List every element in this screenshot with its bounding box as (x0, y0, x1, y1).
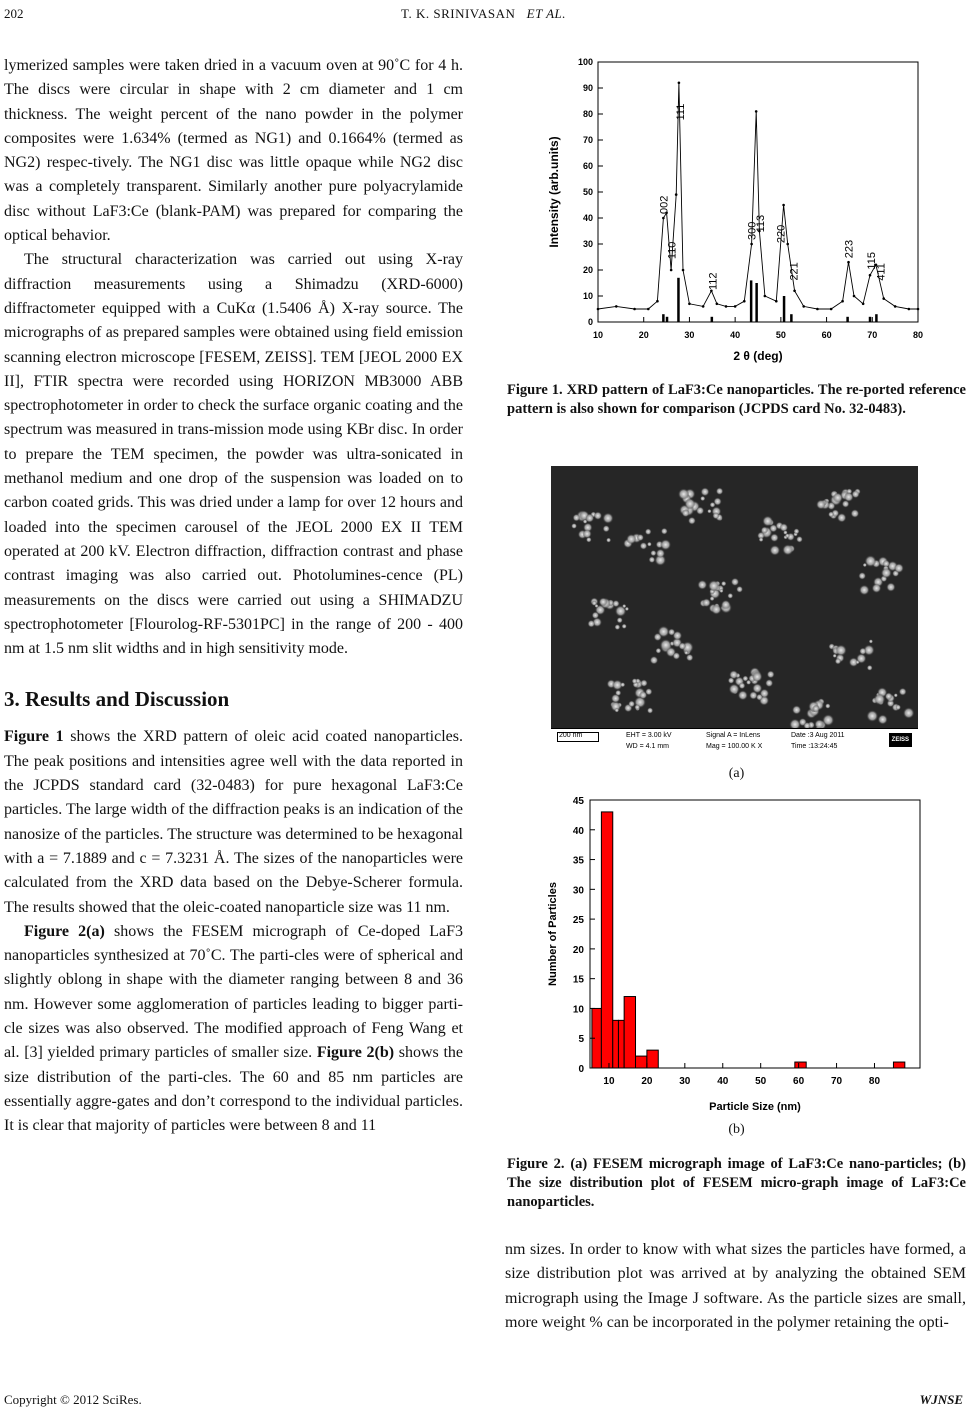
hist-bar (647, 1050, 658, 1068)
sem-particle (903, 707, 914, 718)
xrd-data-point (743, 300, 746, 303)
sem-particle (573, 514, 581, 522)
xrd-peak-label: 111 (674, 103, 687, 121)
sem-particle (711, 604, 721, 614)
sem-particle (785, 533, 790, 538)
sem-time: Time :13:24:45 (791, 743, 838, 750)
sem-particle (701, 487, 710, 496)
xrd-data-point (816, 308, 819, 311)
sem-particle (736, 586, 743, 593)
sem-particle (647, 542, 652, 547)
sem-particle (615, 624, 621, 630)
sem-particle (649, 556, 656, 563)
page-header (0, 6, 967, 28)
hist-x-tick-label: 50 (755, 1076, 767, 1087)
sem-particle (899, 688, 907, 696)
xrd-data-point (670, 269, 673, 272)
sem-particle (645, 688, 652, 695)
xrd-data-point (675, 193, 678, 196)
hist-plot-frame (590, 800, 920, 1068)
xrd-x-tick-label: 30 (684, 330, 695, 340)
hist-y-tick-label: 45 (572, 796, 584, 807)
sem-particle (588, 620, 596, 628)
xrd-y-tick-label: 60 (582, 161, 593, 171)
sem-particle (780, 523, 789, 532)
sem-particle (794, 528, 800, 534)
xrd-peak-label: 411 (875, 263, 888, 281)
sem-particle (729, 670, 738, 679)
hist-x-tick-label: 60 (793, 1076, 805, 1087)
hist-x-tick-label: 70 (830, 1076, 843, 1087)
sem-particle (828, 511, 834, 517)
sem-particle (684, 651, 688, 655)
hist-x-tick-label: 30 (679, 1076, 691, 1087)
hist-y-tick-label: 35 (572, 855, 584, 867)
paragraph-3: Figure 1 shows the XRD pattern of oleic acid coated nanoparticles. The peak positions and intensities agree well with the data reported in the JCPDS standard card (32-0483) for pure hexagonal LaF3:Ce particles. The large width of the diffraction peaks is an indication of the nanosize of the particles. The structure was determined to be hexagonal with a = 7.1889 and c = 7.3231 Å. The sizes of the nanoparticles were calculated from the XRD data based on the Debye-Scherer formula. The results showed that the oleic-coated nanoparticle size was 11 nm. (4, 728, 463, 916)
hist-y-tick-label: 5 (578, 1034, 584, 1046)
xrd-y-tick-label: 0 (587, 317, 593, 327)
sem-particle (867, 665, 873, 671)
sem-particle (885, 692, 893, 700)
xrd-y-tick-label: 90 (582, 83, 593, 93)
xrd-data-point (615, 305, 618, 308)
xrd-data-point (894, 305, 897, 308)
hist-bar (601, 812, 612, 1068)
sem-scale-label: 200 nm (559, 732, 583, 739)
xrd-y-tick-label: 50 (582, 187, 593, 197)
xrd-x-tick-label: 60 (821, 330, 832, 340)
xrd-data-point (597, 308, 600, 311)
sem-particle (660, 539, 671, 550)
hist-bar (624, 997, 635, 1068)
sem-particle (679, 642, 687, 650)
right-column-text (505, 1238, 966, 1335)
hist-x-axis-label: Particle Size (nm) (709, 1101, 801, 1113)
xrd-y-tick-label: 20 (582, 265, 593, 275)
xrd-data-point (802, 305, 805, 308)
sem-particle (673, 652, 681, 660)
figure-2a-label: (a) (728, 766, 745, 781)
sem-particle (696, 507, 704, 515)
sem-particle (752, 683, 762, 693)
sem-particle (645, 528, 652, 535)
sem-particle (617, 617, 623, 623)
sem-particle (603, 525, 610, 532)
sem-wd: WD = 4.1 mm (626, 743, 669, 750)
sem-particle (656, 549, 665, 558)
xrd-data-point (862, 303, 865, 306)
sem-particle (878, 715, 888, 725)
xrd-data-point (793, 290, 796, 293)
xrd-peak-label: 002 (658, 195, 671, 214)
figure-2b-label: (b) (728, 1122, 745, 1137)
sem-particle (739, 682, 746, 689)
xrd-x-axis-label: 2 θ (deg) (733, 349, 783, 363)
sem-particle (759, 537, 764, 542)
xrd-peak-label: 300 (746, 221, 759, 240)
sem-particle (874, 693, 886, 705)
sem-particle (697, 580, 707, 590)
sem-particle (708, 580, 719, 591)
xrd-data-point (853, 295, 856, 298)
sem-particle (628, 701, 635, 708)
sem-image (551, 466, 918, 728)
sem-particle (606, 538, 611, 543)
hist-bar (795, 1062, 806, 1068)
sem-info-bar (551, 728, 918, 754)
hist-bar (893, 1062, 904, 1068)
sem-particle (650, 656, 658, 664)
xrd-peak-label: 112 (707, 272, 720, 291)
sem-particle (886, 583, 895, 592)
sem-particle (592, 600, 597, 605)
xrd-peak-label: 223 (843, 239, 856, 259)
sem-particle (710, 596, 715, 601)
hist-bar (618, 1020, 624, 1068)
xrd-data-point (734, 305, 737, 308)
sem-particle (756, 694, 763, 701)
figure-2-caption: Figure 2. (a) FESEM micrograph image of LaF3:Ce nano-particles; (b) The size distribution plot of FESEM micro-graph image of LaF3:Ce nanoparticles. (507, 1156, 966, 1210)
xrd-data-point (702, 305, 705, 308)
sem-particle (668, 629, 675, 636)
hist-y-tick-label: 0 (578, 1064, 584, 1075)
hist-x-tick-label: 20 (641, 1076, 653, 1087)
sem-particle (765, 679, 773, 687)
sem-particle (682, 509, 690, 517)
sem-particle (686, 654, 693, 661)
xrd-data-point (682, 269, 685, 272)
xrd-y-tick-label: 40 (582, 213, 593, 223)
xrd-peak-label: 220 (775, 224, 788, 244)
xrd-data-point (716, 303, 719, 306)
hist-y-tick-label: 20 (572, 944, 584, 956)
sem-particle (707, 509, 711, 513)
sem-particle (762, 516, 773, 527)
hist-y-tick-label: 30 (572, 885, 584, 897)
sem-particle (856, 653, 866, 663)
sem-particle (685, 498, 696, 509)
sem-particle (895, 704, 901, 710)
sem-particle (660, 639, 672, 651)
xrd-x-tick-label: 50 (775, 330, 786, 340)
xrd-x-tick-label: 10 (592, 330, 604, 340)
sem-particle (752, 672, 762, 682)
hist-y-tick-label: 10 (572, 1004, 584, 1016)
xrd-data-point (764, 295, 767, 298)
sem-particle (640, 679, 647, 686)
xrd-data-point (775, 300, 778, 303)
running-authors: T. K. SRINIVASAN ET AL. (400, 6, 567, 21)
sem-particle (729, 684, 740, 695)
xrd-data-point (830, 308, 833, 311)
xrd-peak-label: 110 (666, 241, 679, 260)
size-distribution-chart (540, 788, 940, 1118)
xrd-x-tick-label: 70 (867, 330, 878, 340)
sem-micrograph (551, 466, 918, 754)
hist-bar (636, 1056, 647, 1068)
sem-particle (825, 703, 830, 708)
paragraph-1: lymerized samples were taken dried in a vacuum oven at 90˚C for 4 h. The discs were circular in shape with 2 cm diameter and 1 cm thickness. The weight percent of the nano powder in the polymer composites were 1.634% (termed as NG1) and 0.1664% (termed as NG2) respec-tively. The NG1 disc was little opaque while NG2 disc was a completely transparent. Similarly another pure polyacrylamide disc without LaF3:Ce (blank-PAM) was prepared for comparing the optical behavior. (4, 57, 463, 245)
xrd-data-point (782, 204, 785, 207)
sem-particle (656, 648, 662, 654)
sem-particle (816, 500, 826, 510)
sem-particle (782, 544, 793, 555)
sem-particle (626, 534, 636, 544)
sem-mag: Mag = 100.00 K X (706, 743, 763, 750)
sem-particle (678, 488, 689, 499)
xrd-data-point (841, 300, 844, 303)
hist-y-tick-label: 25 (572, 915, 584, 927)
paragraph-5: nm sizes. In order to know with what sizes the particles have formed, a size distribution plot was arrived at by analyzing the obtained SEM micrograph using the Image J software. As the particle sizes are small, more weight % can be incorporated in the polymer retaining the opti- (505, 1241, 966, 1331)
sem-particle (770, 545, 781, 556)
sem-particle (658, 626, 670, 638)
sem-particle (611, 694, 620, 703)
sem-particle (844, 492, 854, 502)
sem-particle (650, 550, 656, 556)
sem-particle (866, 710, 878, 722)
sem-particle (858, 572, 866, 580)
hist-bar (613, 1020, 619, 1068)
sem-particle (647, 707, 653, 713)
left-column (4, 54, 463, 1138)
xrd-peak-label: 113 (754, 214, 767, 233)
sem-particle (727, 593, 733, 599)
sem-particle (603, 513, 614, 524)
sem-particle (833, 493, 843, 503)
xrd-data-point (656, 300, 659, 303)
hist-y-tick-label: 40 (572, 825, 584, 837)
sem-particle (634, 704, 640, 710)
sem-particle (872, 583, 882, 593)
sem-particle (640, 542, 648, 550)
xrd-data-point (662, 217, 665, 220)
sem-particle (761, 527, 768, 534)
xrd-data-point (725, 305, 728, 308)
sem-particle (583, 529, 592, 538)
xrd-y-axis-label: Intensity (arb.units) (547, 136, 561, 248)
sem-particle (585, 514, 594, 523)
sem-particle (615, 605, 626, 616)
hist-y-axis-label: Number of Particles (547, 882, 559, 986)
sem-particle (859, 648, 866, 655)
hist-x-tick-label: 80 (868, 1076, 881, 1087)
sem-particle (620, 682, 625, 687)
xrd-x-tick-label: 40 (730, 330, 741, 340)
xrd-x-tick-label: 80 (912, 330, 924, 340)
xrd-x-tick-label: 20 (638, 330, 649, 340)
sem-particle (731, 578, 739, 586)
xrd-data-point (869, 274, 872, 277)
xrd-data-point (647, 308, 650, 311)
xrd-data-point (847, 261, 850, 264)
sem-particle (637, 534, 644, 541)
xrd-y-tick-label: 10 (582, 291, 593, 301)
hist-x-tick-label: 40 (717, 1076, 729, 1087)
sem-particle (622, 624, 627, 629)
copyright: Copyright © 2012 SciRes. (4, 1392, 142, 1407)
sem-particle (592, 612, 599, 619)
xrd-data-point (750, 243, 753, 246)
sem-particle (710, 502, 716, 508)
sem-particle (712, 512, 719, 519)
xrd-chart (540, 50, 940, 370)
zeiss-logo: ZEISS (889, 733, 912, 747)
paragraph-2: The structural characterization was carried out using X-ray diffraction measurements using a Shimadzu (XRD-6000) diffractometer equipped with a CuKα (1.5406 Å) X-ray source. The micrographs of as prepared samples were obtained using field emission scanning electron microscope [FESEM, ZEISS]. TEM [JEOL 2000 EX II], FTIR spectra were recorded using HORIZON MB3000 ABB spectrophotometer in order to check the surface organic coating and the spectrum was measured in trans-mission mode using KBr disc. In order to prepare the TEM specimen, the powder was ultra-sonicated in methanol medium and one drop of the suspension was loaded on to carbon coated grids. This was dried under a lamp for over 12 hours and loaded into the specimen carousel of the JEOL 2000 EX II TEM operated at 200 kV. Electron diffraction, diffraction contrast and phase contrast imaging was also carried out. Photolumines-cence (PL) measurements on the discs were carried out using a SHIMADZU spectrophotometer [Flourolog-RF-5301PC] in the range of 200 - 400 nm at 1.5 nm slit widths and in high sensitivity mode. (4, 251, 463, 658)
section-heading: 3. Results and Discussion (4, 687, 230, 712)
sem-particle (702, 598, 711, 607)
sem-date: Date :3 Aug 2011 (791, 732, 845, 739)
xrd-data-point (633, 308, 636, 311)
hist-y-tick-label: 15 (572, 974, 584, 986)
sem-particle (594, 512, 602, 520)
xrd-y-tick-label: 30 (582, 239, 593, 249)
sem-particle (571, 523, 577, 529)
sem-particle (835, 645, 846, 656)
xrd-data-point (678, 82, 681, 85)
sem-particle (881, 568, 892, 579)
xrd-peak-label: 115 (865, 252, 878, 270)
xrd-data-point (917, 308, 920, 311)
sem-particle (812, 705, 820, 713)
sem-particle (792, 705, 801, 714)
xrd-data-point (755, 110, 758, 113)
sem-particle (859, 585, 869, 595)
xrd-y-tick-label: 100 (577, 57, 593, 67)
sem-particle (716, 488, 723, 495)
sem-particle (615, 708, 620, 713)
sem-particle (632, 678, 638, 684)
sem-particle (851, 509, 860, 518)
sem-particle (721, 600, 731, 610)
sem-particle (742, 676, 748, 682)
sem-particle (700, 496, 705, 501)
sem-particle (796, 536, 803, 543)
xrd-y-tick-label: 70 (582, 135, 593, 145)
xrd-data-point (882, 297, 885, 300)
page-number: 202 (4, 6, 24, 21)
sem-particle (688, 517, 696, 525)
xrd-y-tick-label: 80 (582, 109, 593, 119)
xrd-data-point (908, 308, 911, 311)
hist-x-tick-label: 10 (603, 1076, 615, 1087)
xrd-data-point (688, 303, 691, 306)
journal-name: WJNSE (919, 1392, 963, 1407)
figure-1-caption: Figure 1. XRD pattern of LaF3:Ce nanoparticles. The re-ported reference pattern is also shown for comparison (JCPDS card No. 32-0483). (507, 382, 966, 417)
xrd-peak-label: 221 (788, 262, 801, 281)
sem-particle (894, 693, 898, 697)
sem-eht: EHT = 3.00 kV (626, 732, 672, 739)
paragraph-4: Figure 2(a) shows the FESEM micrograph of Ce-doped LaF3 nanoparticles synthesized at 70˚C. The parti-cles were of spherical and slightly oblong in shape with the diameter ranging between 8 and 36 nm. However some agglomeration of particles leading to bigger parti-cle sizes was also observed. The modified approach of Feng Wang et al. [3] yielded primary particles of smaller size. Figure 2(b) shows the size distribution of the parti-cles. The 60 and 85 nm particles are essentially aggre-gates and don’t correspond to the individual particles. It is clear that majority of particles were between 8 and 11 (4, 922, 463, 1135)
sem-particle (835, 658, 841, 664)
sem-particle (661, 528, 668, 535)
sem-particle (767, 671, 775, 679)
sem-signal: Signal A = InLens (706, 732, 761, 739)
sem-particle (863, 563, 867, 567)
sem-particle (599, 598, 608, 607)
sem-particle (894, 563, 904, 573)
sem-particle (738, 690, 748, 700)
sem-particle (869, 639, 873, 643)
